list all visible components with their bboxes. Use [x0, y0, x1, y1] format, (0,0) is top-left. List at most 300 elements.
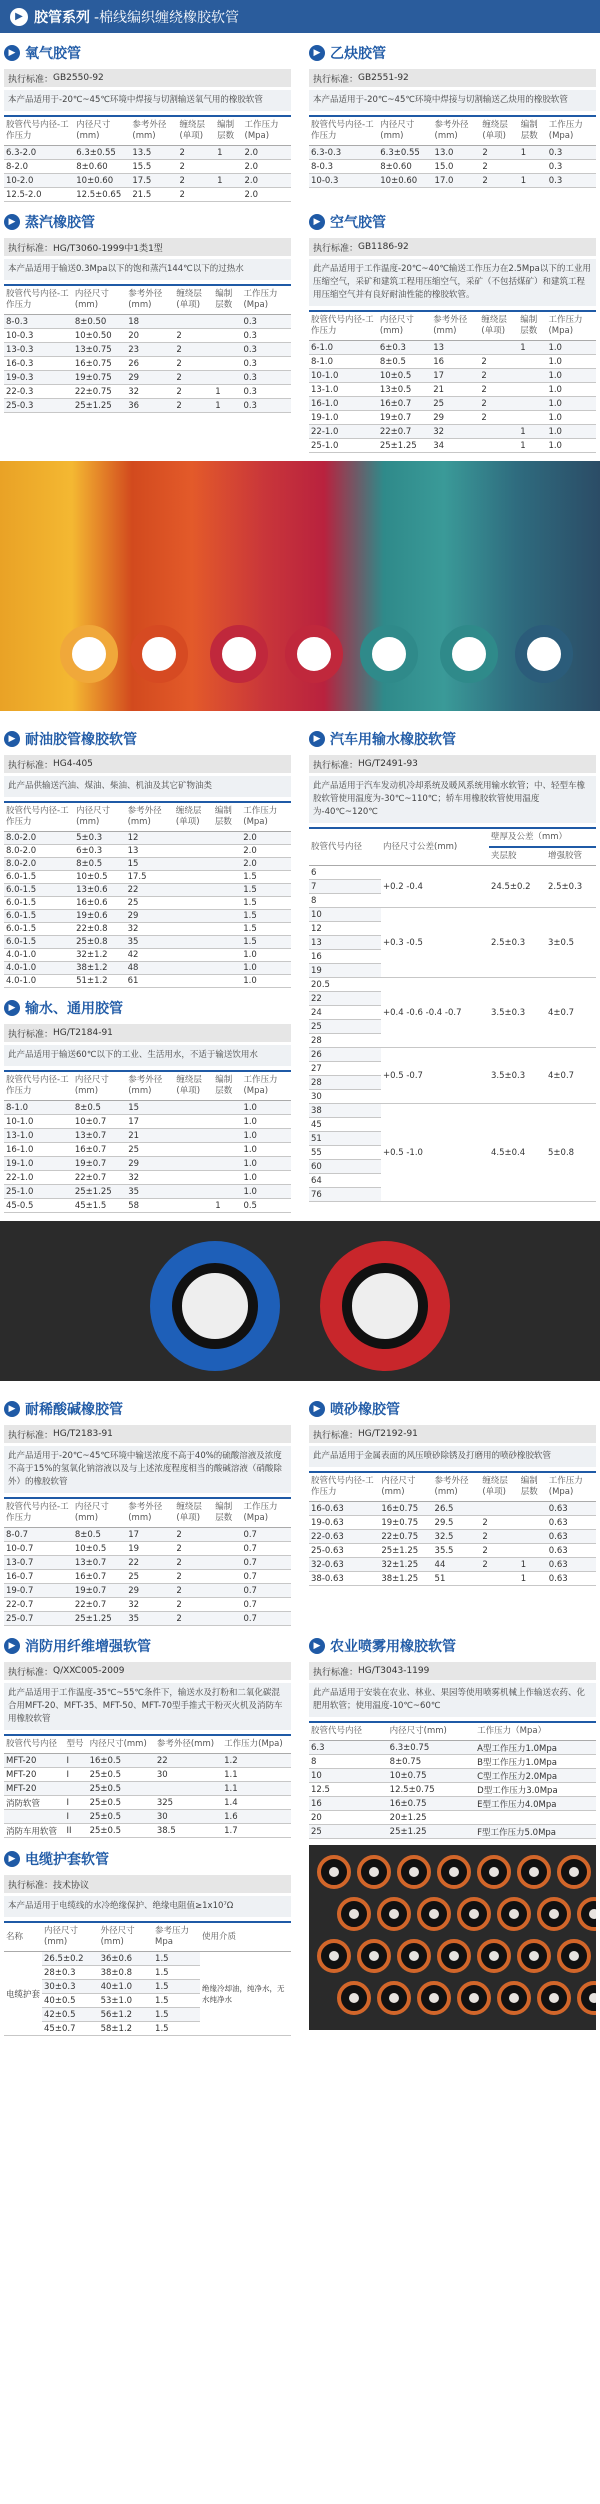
- table-row: [309, 866, 596, 880]
- table-cell: 38: [309, 1104, 381, 1118]
- table-cell: 6.3±0.55: [74, 146, 130, 160]
- standard-prefix: 执行标准：: [8, 1880, 54, 1891]
- table-cell: 1.0: [546, 397, 596, 411]
- table-cell: 8.0-2.0: [4, 845, 74, 858]
- table-cell: 13-0.3: [4, 343, 73, 357]
- table-header: 参考外径(mm): [126, 1498, 174, 1528]
- table-cell: 22±0.7: [73, 1171, 126, 1185]
- hose-end: [337, 1981, 371, 2015]
- table-row: [4, 1824, 291, 1838]
- hose-end: [497, 1981, 531, 2015]
- section-title-text: 蒸汽橡胶管: [25, 215, 95, 231]
- standard-line: [4, 755, 291, 773]
- table-cell: 1.0: [241, 1101, 291, 1115]
- table-cell: 22±0.7: [378, 425, 431, 439]
- table-cell: 20±1.25: [388, 1811, 476, 1825]
- table-cell: 15.5: [130, 160, 177, 174]
- table-cell: [519, 1502, 547, 1516]
- table-cell: 2: [174, 399, 213, 413]
- table-cell: 2: [174, 1542, 213, 1556]
- table-row: [309, 978, 596, 992]
- table-cell: 32±1.25: [379, 1558, 432, 1572]
- section-title-text: 乙炔胶管: [330, 46, 386, 62]
- table-cell: 1: [215, 146, 242, 160]
- table-header: 缠绕层(单项): [177, 116, 215, 146]
- table-cell: 22: [309, 992, 381, 1006]
- table-cell: 60: [309, 1160, 381, 1174]
- table-cell: 29: [126, 1584, 174, 1598]
- table-cell: 1.6: [222, 1810, 291, 1824]
- table-cell: 10-0.3: [4, 329, 73, 343]
- table-cell: 1: [213, 385, 241, 399]
- table-row: [309, 1825, 596, 1839]
- section-air: [309, 202, 596, 453]
- table-row: [4, 160, 291, 174]
- table-cell: 25: [126, 897, 174, 910]
- table-cell: 6: [309, 866, 381, 880]
- table-row: [309, 1811, 596, 1825]
- standard-prefix: 执行标准：: [8, 1667, 54, 1678]
- section-title: [309, 1397, 596, 1421]
- section-description: 此产品适用于工作温度-20℃~40℃输送工作压力在2.5Mpa以下的工业用压缩空气，采矿和建筑工程用压缩空气，采矿（不包括煤矿）和建筑工程用压缩空气并有良好耐油性能的橡胶软管。: [309, 259, 596, 306]
- table-cell: [213, 1528, 241, 1542]
- table-cell: 32-0.63: [309, 1558, 379, 1572]
- table-cell: [174, 1157, 213, 1171]
- hose-end: [457, 1981, 491, 2015]
- table-header: 内径尺寸(mm): [73, 285, 126, 315]
- table-header: 参考外径(mm): [433, 116, 481, 146]
- table-cell: 16: [431, 355, 479, 369]
- table-header: 编制层数: [518, 311, 546, 341]
- table-cell: 29: [126, 371, 174, 385]
- spec-table: [309, 310, 596, 453]
- table-cell: [213, 936, 241, 949]
- table-cell: 18: [126, 315, 174, 329]
- table-cell: 2.0: [241, 858, 291, 871]
- table-cell: 38±1.25: [379, 1572, 432, 1586]
- table-cell: 1.0: [241, 1185, 291, 1199]
- table-cell: 10±0.7: [73, 1115, 126, 1129]
- table-header: 壁厚及公差（mm）: [489, 828, 596, 847]
- table-cell: 12.5-2.0: [4, 188, 74, 202]
- table-cell: 25: [309, 1825, 388, 1839]
- table-cell: 2: [174, 357, 213, 371]
- hose-end: [497, 1897, 531, 1931]
- table-cell: 10-0.7: [4, 1542, 73, 1556]
- hose-end: [517, 1939, 551, 1973]
- table-row: [4, 1782, 291, 1796]
- table-row: [4, 1199, 291, 1213]
- section-title: [309, 41, 596, 65]
- table-header: 胶管代号内径: [309, 828, 381, 866]
- table-cell: 32: [126, 1171, 174, 1185]
- table-cell: 0.3: [241, 371, 291, 385]
- table-cell: 1: [518, 341, 546, 355]
- table-row: [4, 897, 291, 910]
- table-row: [4, 1528, 291, 1542]
- table-cell: 0.7: [241, 1542, 291, 1556]
- table-cell: 2.0: [243, 188, 291, 202]
- table-cell: 1.5: [241, 923, 291, 936]
- table-cell: 1.1: [222, 1768, 291, 1782]
- table-cell: 6±0.3: [378, 341, 431, 355]
- table-row: [309, 1755, 596, 1769]
- table-cell: 19±0.7: [73, 1157, 126, 1171]
- section-title: [4, 1634, 291, 1658]
- table-cell: 17: [126, 1528, 174, 1542]
- table-cell: 58±1.2: [99, 2022, 153, 2036]
- section-title: [309, 210, 596, 234]
- table-cell: II: [64, 1824, 87, 1838]
- table-header: 内径尺寸(mm): [378, 311, 431, 341]
- table-cell: 0.3: [241, 399, 291, 413]
- table-cell: 16±0.75: [379, 1502, 432, 1516]
- table-cell: [174, 1171, 213, 1185]
- table-cell: [174, 832, 213, 845]
- table-cell: 44: [433, 1558, 481, 1572]
- wall-cell: 2.5±0.3: [489, 908, 546, 978]
- hose-end: [377, 1981, 411, 2015]
- table-cell: [155, 1782, 222, 1796]
- table-row: [4, 315, 291, 329]
- table-cell: [213, 1612, 241, 1626]
- table-cell: 21.5: [130, 188, 177, 202]
- table-cell: 12: [126, 832, 174, 845]
- section-title-text: 农业喷雾用橡胶软管: [330, 1639, 456, 1655]
- table-cell: 0.63: [547, 1502, 596, 1516]
- table-cell: 2: [174, 1528, 213, 1542]
- table-header: 编制层数: [215, 116, 242, 146]
- table-cell: 17.0: [433, 174, 481, 188]
- section-description: 此产品供输送汽油、煤油、柴油、机油及其它矿物油类: [4, 776, 291, 797]
- table-header: 编制层数: [213, 285, 241, 315]
- table-cell: 76: [309, 1188, 381, 1202]
- table-header: 工作压力(Mpa): [241, 802, 291, 832]
- hose-photo-blue-red: [0, 1221, 600, 1381]
- table-cell: [479, 341, 518, 355]
- reinforced-cell: 4±0.7: [546, 978, 596, 1048]
- table-cell: 0.63: [547, 1544, 596, 1558]
- table-cell: 22: [155, 1754, 222, 1768]
- table-row: [4, 174, 291, 188]
- section-title-text: 输水、通用胶管: [25, 1001, 123, 1017]
- table-cell: 30±0.3: [42, 1980, 99, 1994]
- table-cell: 51: [433, 1572, 481, 1586]
- table-cell: 16-0.63: [309, 1502, 379, 1516]
- table-cell: 53±1.0: [99, 1994, 153, 2008]
- table-cell: 17: [126, 1115, 174, 1129]
- table-cell: 1.0: [546, 383, 596, 397]
- table-cell: 1.5: [241, 871, 291, 884]
- table-row: [309, 160, 596, 174]
- reinforced-cell: 4±0.7: [546, 1048, 596, 1104]
- table-header: 工作压力(Mpa): [241, 285, 291, 315]
- table-cell: 25±0.5: [88, 1782, 155, 1796]
- table-row: [4, 1584, 291, 1598]
- table-row: [309, 425, 596, 439]
- table-cell: [213, 975, 241, 988]
- table-header: 胶管代号内径-工作压力: [4, 1498, 73, 1528]
- table-cell: 29.5: [433, 1516, 481, 1530]
- standard-line: [309, 755, 596, 773]
- table-cell: 8±0.60: [378, 160, 432, 174]
- table-row: [4, 1768, 291, 1782]
- table-row: [4, 975, 291, 988]
- table-row: [4, 188, 291, 202]
- table-cell: 51±1.2: [74, 975, 125, 988]
- table-cell: 15: [126, 858, 174, 871]
- table-header: 缠绕层(单项): [480, 1472, 518, 1502]
- table-cell: 42: [126, 949, 174, 962]
- table-header: 胶管代号内径-工作压力: [309, 116, 378, 146]
- tolerance-cell: +0.5 -0.7: [381, 1048, 489, 1104]
- bullet-icon: ▶: [309, 45, 325, 61]
- table-cell: [174, 910, 213, 923]
- standard-line: [4, 1662, 291, 1680]
- tolerance-cell: +0.2 -0.4: [381, 866, 489, 908]
- table-cell: [475, 1811, 596, 1825]
- table-cell: [213, 1185, 241, 1199]
- page-header: [0, 0, 600, 33]
- table-cell: 1: [519, 1558, 547, 1572]
- table-cell: 12.5±0.65: [74, 188, 130, 202]
- table-cell: 17.5: [130, 174, 177, 188]
- table-row: [4, 845, 291, 858]
- table-header: 工作压力(Mpa): [243, 116, 291, 146]
- standard-prefix: 执行标准：: [313, 760, 359, 771]
- section-title: [4, 727, 291, 751]
- standard-value: 技术协议: [53, 1880, 90, 1891]
- table-cell: [174, 1115, 213, 1129]
- standard-line: [309, 238, 596, 256]
- table-cell: 0.5: [241, 1199, 291, 1213]
- table-cell: 19±0.75: [73, 371, 126, 385]
- table-row: [4, 936, 291, 949]
- table-cell: 64: [309, 1174, 381, 1188]
- table-cell: 13±0.6: [74, 884, 125, 897]
- header-prefix: 胶管系列: [34, 9, 90, 26]
- table-cell: 40±0.5: [42, 1994, 99, 2008]
- standard-prefix: 执行标准：: [313, 243, 359, 254]
- standard-value: HG/T3060-1999中1类1型: [53, 243, 163, 254]
- table-cell: [174, 975, 213, 988]
- section-description: 此产品适用于汽车发动机冷却系统及暖风系统用输水软管；中、轻型车橡胶软管使用温度为-30℃~110℃；轿车用橡胶软管使用温度为-40℃~120℃: [309, 776, 596, 823]
- hose-photo-bundle: [309, 1845, 596, 2030]
- table-row: [4, 871, 291, 884]
- table-cell: 13±0.75: [73, 343, 126, 357]
- hose-end: [417, 1897, 451, 1931]
- table-cell: 16±0.7: [378, 397, 431, 411]
- table-row: [4, 1952, 291, 1966]
- table-header: 工作压力（Mpa）: [475, 1722, 596, 1741]
- table-row: [309, 1558, 596, 1572]
- table-cell: 8-1.0: [4, 1101, 73, 1115]
- bullet-icon: ▶: [4, 1638, 20, 1654]
- spec-table: [4, 115, 291, 202]
- standard-line: [4, 1425, 291, 1443]
- section-description: 本产品适用于输送0.3Mpa以下的饱和蒸汽144℃以下的过热水: [4, 259, 291, 280]
- table-cell: 0.3: [241, 329, 291, 343]
- table-cell: [213, 858, 241, 871]
- table-cell: 8±0.5: [74, 858, 125, 871]
- standard-prefix: 执行标准：: [8, 1430, 54, 1441]
- table-cell: [4, 1810, 64, 1824]
- bullet-icon: ▶: [4, 214, 20, 230]
- standard-value: Q/XXC005-2009: [53, 1666, 125, 1676]
- table-cell: 24: [309, 1006, 381, 1020]
- table-cell: [519, 1544, 547, 1558]
- table-cell: 1.0: [546, 425, 596, 439]
- table-cell: 16±0.75: [73, 357, 126, 371]
- table-header: 外径尺寸(mm): [99, 1922, 153, 1952]
- table-cell: 12: [309, 922, 381, 936]
- table-cell: 10±0.5: [73, 1542, 126, 1556]
- table-cell: 2: [479, 411, 518, 425]
- section-description: 本产品适用于电缆线的水冷绝缘保护、绝缘电阻值≥1x10⁷Ω: [4, 1896, 291, 1917]
- table-cell: 1.5: [153, 1952, 200, 1966]
- table-cell: 2: [479, 397, 518, 411]
- table-cell: 22: [126, 884, 174, 897]
- table-row: [309, 1502, 596, 1516]
- standard-value: GB2550-92: [53, 73, 104, 83]
- table-cell: 25±0.5: [88, 1824, 155, 1838]
- table-cell: 25: [126, 1570, 174, 1584]
- table-cell: 40±1.0: [99, 1980, 153, 1994]
- hose-end: [357, 1939, 391, 1973]
- table-cell: 25: [431, 397, 479, 411]
- table-header: 内径尺寸(mm): [388, 1722, 476, 1741]
- table-cell: 0.7: [241, 1570, 291, 1584]
- table-cell: 1.7: [222, 1824, 291, 1838]
- table-cell: [518, 397, 546, 411]
- table-cell: 13.5: [130, 146, 177, 160]
- table-cell: 8.0-2.0: [4, 832, 74, 845]
- table-cell: 1.5: [241, 936, 291, 949]
- table-header: 胶管代号内径-工作压力: [4, 802, 74, 832]
- table-cell: 13: [309, 936, 381, 950]
- table-cell: [480, 1502, 518, 1516]
- table-cell: 8±0.75: [388, 1755, 476, 1769]
- table-cell: 1.5: [153, 2008, 200, 2022]
- standard-value: HG/T2192-91: [358, 1429, 418, 1439]
- table-cell: [518, 355, 546, 369]
- table-cell: 1: [519, 174, 547, 188]
- table-cell: 22±0.7: [73, 1598, 126, 1612]
- table-cell: 2.0: [241, 832, 291, 845]
- wall-cell: 24.5±0.2: [489, 866, 546, 908]
- table-cell: I: [64, 1768, 87, 1782]
- table-cell: 6±0.3: [74, 845, 125, 858]
- table-cell: 36±0.6: [99, 1952, 153, 1966]
- table-header: 胶管代号内径-工作压力: [309, 311, 378, 341]
- table-cell: [215, 188, 242, 202]
- table-header: 缠绕层(单项): [174, 1498, 213, 1528]
- table-cell: 17: [431, 369, 479, 383]
- table-cell: 58: [126, 1199, 174, 1213]
- table-cell: 25±0.5: [88, 1796, 155, 1810]
- table-cell: 8: [309, 1755, 388, 1769]
- table-cell: 36: [126, 399, 174, 413]
- table-cell: 25±1.25: [388, 1825, 476, 1839]
- section-title: [4, 1397, 291, 1421]
- table-header: 胶管代号内径-工作压力: [4, 285, 73, 315]
- table-cell: 15: [126, 1101, 174, 1115]
- table-row: [309, 1769, 596, 1783]
- table-cell: 8-0.3: [4, 315, 73, 329]
- hose-end: [457, 1897, 491, 1931]
- section-fire: [4, 1626, 291, 1839]
- table-cell: 0.63: [547, 1530, 596, 1544]
- table-cell: 61: [126, 975, 174, 988]
- spec-table: [4, 801, 291, 988]
- table-cell: [174, 884, 213, 897]
- table-row: [4, 1171, 291, 1185]
- table-header: 参考外径(mm): [155, 1735, 222, 1754]
- table-cell: 51: [309, 1132, 381, 1146]
- table-header: 编制层数: [213, 1498, 241, 1528]
- table-cell: 10: [309, 908, 381, 922]
- table-row: [4, 357, 291, 371]
- table-cell: 0.63: [547, 1558, 596, 1572]
- table-header: 名称: [4, 1922, 42, 1952]
- table-cell: 38±0.8: [99, 1966, 153, 1980]
- table-cell: [174, 962, 213, 975]
- table-cell: 19±0.75: [379, 1516, 432, 1530]
- spec-table: [309, 115, 596, 188]
- table-cell: 2: [174, 343, 213, 357]
- table-cell: [174, 1199, 213, 1213]
- table-cell: 8-0.3: [309, 160, 378, 174]
- table-cell: 34: [431, 439, 479, 453]
- section-description: 此产品适用于输送60℃以下的工业、生活用水，不适于输送饮用水: [4, 1045, 291, 1066]
- table-cell: MFT-20: [4, 1782, 64, 1796]
- table-cell: 2: [174, 385, 213, 399]
- table-cell: 2: [174, 329, 213, 343]
- hose-end: [517, 1855, 551, 1889]
- table-header: 参考外径(mm): [431, 311, 479, 341]
- table-cell: 32±1.2: [74, 949, 125, 962]
- table-header: 工作压力(Mpa): [241, 1071, 291, 1101]
- table-cell: 2.0: [241, 845, 291, 858]
- table-row: [4, 1157, 291, 1171]
- table-cell: 28: [309, 1034, 381, 1048]
- table-cell: 32: [126, 385, 174, 399]
- table-cell: 1: [213, 399, 241, 413]
- table-header: 内径尺寸(mm): [74, 116, 130, 146]
- table-cell: MFT-20: [4, 1768, 64, 1782]
- table-header: 内径尺寸(mm): [379, 1472, 432, 1502]
- table-cell: 2: [479, 369, 518, 383]
- table-cell: 1.0: [546, 439, 596, 453]
- section-description: 此产品适用于安装在农业、林业、果园等使用喷雾机械上作输送农药、化肥用软管；使用温度-10℃~60℃: [309, 1683, 596, 1717]
- table-cell: [213, 315, 241, 329]
- table-cell: 13-1.0: [309, 383, 378, 397]
- table-cell: A型工作压力1.0Mpa: [475, 1741, 596, 1755]
- table-cell: 30: [309, 1090, 381, 1104]
- table-cell: 13.0: [433, 146, 481, 160]
- table-cell: 2: [480, 1544, 518, 1558]
- table-cell: 8±0.5: [378, 355, 431, 369]
- table-row: [4, 1129, 291, 1143]
- table-row: [309, 439, 596, 453]
- hose-photo-colorful: [0, 461, 600, 711]
- section-title-text: 喷砂橡胶管: [330, 1402, 400, 1418]
- table-cell: 22-1.0: [309, 425, 378, 439]
- standard-line: [309, 69, 596, 87]
- table-cell: [479, 439, 518, 453]
- table-cell: 4.0-1.0: [4, 962, 74, 975]
- table-header: 缠绕层(单项): [479, 311, 518, 341]
